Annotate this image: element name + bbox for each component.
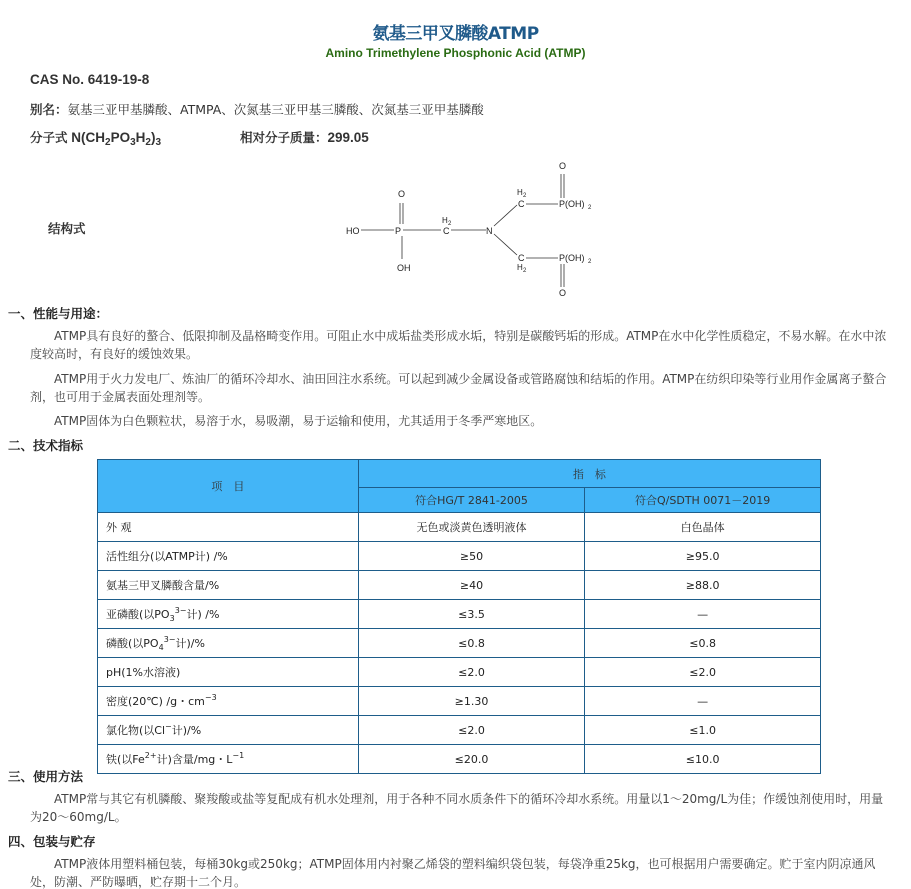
cell-std1: ≤0.8 (358, 629, 585, 658)
paragraph: ATMP液体用塑料桶包装，每桶30kg或250kg；ATMP固体用内衬聚乙烯袋的塑料编织袋包装，每袋净重25kg，也可根据用户需要确定。贮于室内阴凉通风处，防潮、严防曝晒，贮存期十二个月。 (30, 857, 876, 889)
item-text: 亚磷酸(以PO (106, 607, 170, 621)
item-text: 计)/% (175, 636, 205, 650)
atom-o-top: O (398, 189, 406, 199)
atom-p-oh2-bottom: P(OH) (559, 253, 585, 263)
page-subtitle: Amino Trimethylene Phosphonic Acid (ATMP) (325, 46, 586, 60)
item-sup: −1 (232, 751, 245, 760)
section-heading-specs: 二、技术指标 (8, 438, 84, 453)
molecular-weight (240, 128, 369, 146)
paragraph: ATMP具有良好的螯合、低限抑制及晶格畸变作用。可阻止水中成垢盐类形成水垢，特别是碳酸钙垢的形成。ATMP在水中化学性质稳定，不易水解。在水中浓度较高时，有良好的缓蚀效果。 (30, 329, 887, 361)
formula-label: 分子式 (30, 130, 68, 145)
item-sup: 2+ (144, 751, 157, 760)
atom-p-left: P (395, 226, 402, 236)
cell-item (98, 687, 359, 716)
cell-std2: ≤2.0 (585, 658, 821, 687)
atom-c-bottom: C (518, 253, 525, 263)
table-row (98, 658, 821, 687)
cell-std1: ≤3.5 (358, 600, 585, 629)
alias-value: 氨基三亚甲基膦酸、ATMPA、次氮基三亚甲基三膦酸、次氮基三亚甲基膦酸 (67, 102, 484, 117)
cell-std1: ≥50 (358, 542, 585, 571)
atom-h2-left: H (442, 216, 448, 225)
item-text: 计)含量/mg・L (156, 753, 233, 766)
cell-item: pH(1%水溶液) (98, 658, 359, 687)
spec-table (97, 459, 821, 774)
formula-part: PO (110, 130, 131, 145)
cell-item: 活性组分(以ATMP计) /% (98, 542, 359, 571)
formula-part: N(CH (71, 130, 106, 145)
mw-value: 299.05 (327, 130, 369, 145)
header-std1: 符合HG/T 2841-2005 (358, 488, 585, 513)
cell-std2: ≤0.8 (585, 629, 821, 658)
item-text: 计)/% (171, 724, 202, 737)
cell-std2: — (585, 687, 821, 716)
section-heading-packaging: 四、包装与贮存 (8, 834, 96, 849)
alias-label: 别名： (30, 102, 68, 117)
atom-p-oh2-top: P(OH) (559, 199, 585, 209)
table-row (98, 513, 821, 542)
item-text: 计) /% (186, 607, 220, 621)
cell-std1: ≤2.0 (358, 658, 585, 687)
table-row (98, 571, 821, 600)
cell-item: 外 观 (98, 513, 359, 542)
structural-formula-diagram (340, 157, 610, 299)
item-text: 铁(以Fe (106, 753, 145, 766)
paragraph: ATMP常与其它有机膦酸、聚羧酸或盐等复配成有机水处理剂，用于各种不同水质条件下的循环冷却水系统。用量以1～20mg/L为佳；作缓蚀剂使用时，用量为20～60mg/L。 (30, 792, 884, 824)
cell-std1: ≤2.0 (358, 716, 585, 745)
item-sup: 3− (163, 634, 176, 644)
subscript-2: 2 (448, 221, 452, 227)
cell-std2: — (585, 600, 821, 629)
header-index: 指 标 (358, 460, 820, 488)
atom-h2-bottom: H (517, 263, 523, 272)
cell-std2: ≤10.0 (585, 745, 821, 774)
formula-sub: 3 (155, 137, 162, 148)
cell-item (98, 745, 359, 774)
cell-std2: ≤1.0 (585, 716, 821, 745)
cell-std1: ≤20.0 (358, 745, 585, 774)
table-row (98, 600, 821, 629)
table-row (98, 629, 821, 658)
item-sup: −3 (204, 693, 217, 702)
cell-std2: 白色晶体 (585, 513, 821, 542)
cell-std2: ≥95.0 (585, 542, 821, 571)
page-title: 氨基三甲叉膦酸ATMP (372, 24, 539, 44)
subscript-2: 2 (588, 205, 592, 211)
mw-label: 相对分子质量： (240, 130, 328, 145)
formula-sub: 2 (105, 137, 111, 148)
header-std2: 符合Q/SDTH 0071－2019 (585, 488, 821, 513)
table-row (98, 542, 821, 571)
cas-number: CAS No. 6419-19-8 (30, 72, 150, 87)
item-sup: 3− (174, 605, 187, 615)
atom-o-top-right: O (559, 161, 567, 171)
formula-sub: 2 (145, 137, 151, 148)
item-text: 磷酸(以PO (106, 636, 159, 650)
item-text: 氯化物(以Cl (106, 724, 166, 737)
cell-std1: ≥1.30 (358, 687, 585, 716)
cell-std1: ≥40 (358, 571, 585, 600)
atom-c-left: C (443, 226, 450, 236)
section-heading-usage: 三、使用方法 (8, 769, 84, 784)
formula-part: H (135, 130, 146, 145)
paragraph: ATMP用于火力发电厂、炼油厂的循环冷却水、油田回注水系统。可以起到减少金属设备或管路腐蚀和结垢的作用。ATMP在纺织印染等行业用作金属离子螯合剂，也可用于金属表面处理剂等。 (30, 372, 887, 404)
atom-n: N (486, 226, 493, 236)
table-row (98, 745, 821, 774)
cell-std2: ≥88.0 (585, 571, 821, 600)
subscript-2: 2 (588, 259, 592, 265)
formula-part: ) (150, 130, 156, 145)
atom-h2-top: H (517, 188, 523, 197)
formula-sub: 3 (130, 137, 136, 148)
alias-line (30, 100, 484, 118)
table-row (98, 716, 821, 745)
header-item: 项 目 (98, 460, 359, 513)
atom-oh-bottom: OH (397, 263, 411, 273)
item-text: 密度(20℃) /g・cm (106, 695, 205, 708)
table-header-row (98, 460, 821, 488)
structure-label: 结构式 (48, 221, 86, 236)
atom-o-bottom-right: O (559, 288, 567, 298)
table-row (98, 687, 821, 716)
item-sub: 3 (169, 613, 175, 623)
molecular-formula (30, 128, 161, 148)
paragraph: ATMP固体为白色颗粒状，易溶于水，易吸潮，易于运输和使用，尤其适用于冬季严寒地区。 (54, 414, 543, 428)
subscript-2: 2 (523, 193, 527, 199)
cell-item (98, 629, 359, 658)
section-heading-properties: 一、性能与用途： (8, 306, 109, 321)
atom-ho: HO (346, 226, 360, 236)
atom-c-top: C (518, 199, 525, 209)
subscript-2: 2 (523, 268, 527, 274)
cell-item (98, 716, 359, 745)
cell-item: 氨基三甲叉膦酸含量/% (98, 571, 359, 600)
item-sub: 4 (158, 642, 164, 652)
cell-std1: 无色或淡黄色透明液体 (358, 513, 585, 542)
item-sup: − (165, 722, 172, 731)
cell-item (98, 600, 359, 629)
